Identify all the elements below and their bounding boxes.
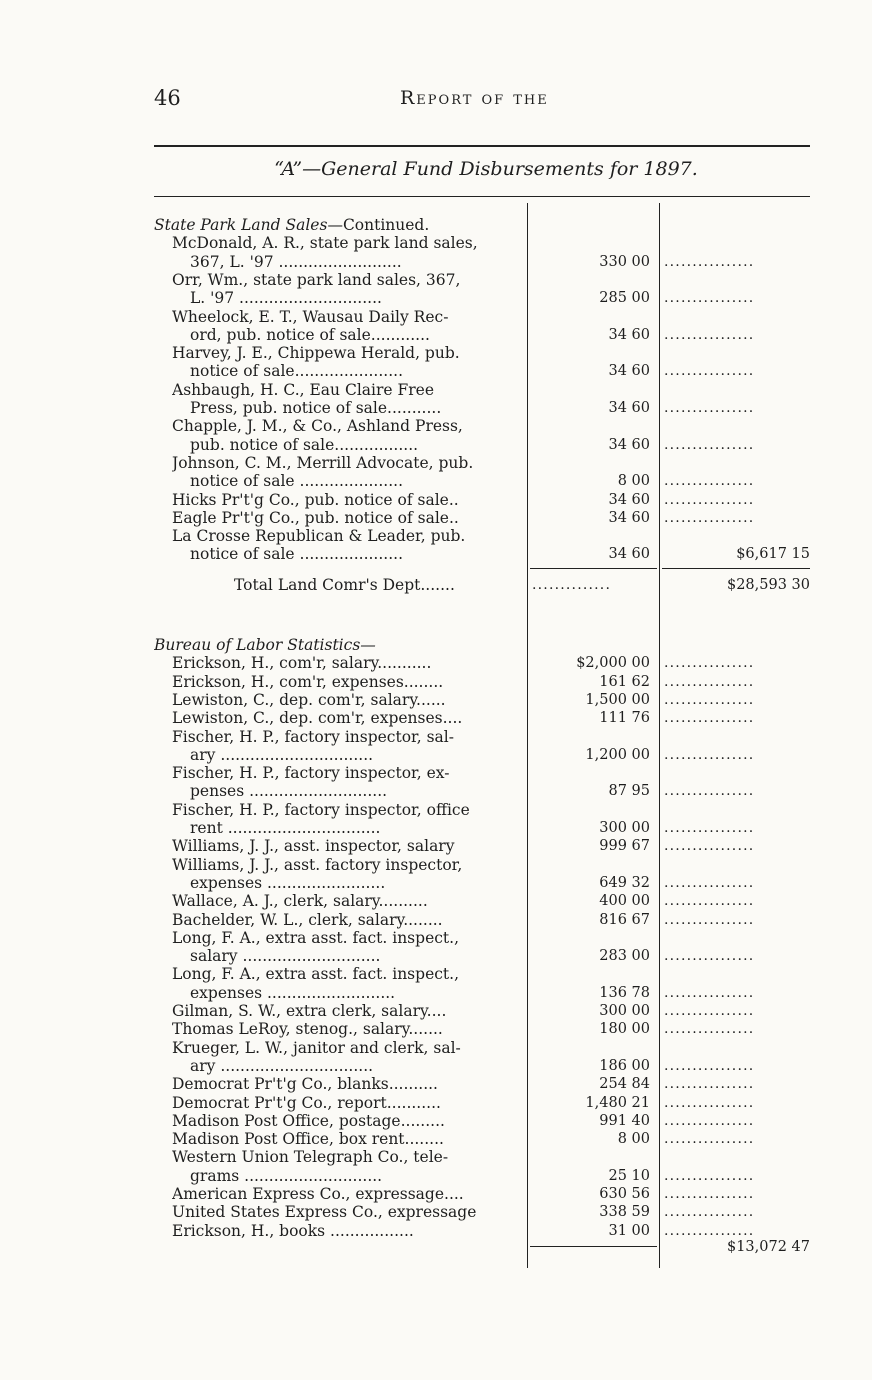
labor-dot-leader: ................ bbox=[664, 948, 755, 965]
labor-dot-leader: ................ bbox=[664, 1222, 755, 1239]
labor-dot-leader: ................ bbox=[664, 1021, 755, 1038]
land-sales-amount: 34 60 bbox=[608, 363, 650, 380]
land-sales-dot-leader: ................ bbox=[664, 509, 755, 526]
labor-entry-text: ary ............................... bbox=[190, 745, 374, 764]
land-sales-entry-text: Ashbaugh, H. C., Eau Claire Free bbox=[172, 380, 434, 399]
land-sales-entry-text: notice of sale...................... bbox=[190, 362, 403, 381]
labor-dot-leader: ................ bbox=[664, 1204, 755, 1221]
land-sales-entry-text: Chapple, J. M., & Co., Ashland Press, bbox=[172, 417, 463, 436]
land-sales-entry-text: Wheelock, E. T., Wausau Daily Rec- bbox=[172, 307, 449, 326]
labor-entry-text: Democrat Pr't'g Co., blanks.......... bbox=[172, 1075, 438, 1094]
labor-dot-leader: ................ bbox=[664, 1112, 755, 1129]
section-heading-continued: —Continued. bbox=[327, 216, 430, 234]
section-heading-title: State Park Land Sales bbox=[154, 216, 328, 234]
labor-entry-text: expenses .......................... bbox=[190, 983, 396, 1002]
labor-dot-leader: ................ bbox=[664, 746, 755, 763]
land-sales-amount: 34 60 bbox=[608, 491, 650, 508]
labor-entry-text: salary ............................ bbox=[190, 947, 381, 966]
land-sales-entry-text: Johnson, C. M., Merrill Advocate, pub. bbox=[172, 453, 474, 472]
land-sales-entry-text: 367, L. '97 ......................... bbox=[190, 252, 402, 271]
labor-entry-text: United States Express Co., expressage bbox=[172, 1203, 477, 1222]
land-sales-amount: 285 00 bbox=[599, 290, 650, 307]
labor-entry-text: Madison Post Office, postage......... bbox=[172, 1111, 445, 1130]
labor-amount: 1,200 00 bbox=[585, 746, 650, 763]
labor-dot-leader: ................ bbox=[664, 874, 755, 891]
top-rule bbox=[154, 145, 810, 147]
land-sales-entry-text: notice of sale ..................... bbox=[190, 472, 403, 491]
land-sales-dot-leader: ................ bbox=[664, 400, 755, 416]
labor-amount: 8 00 bbox=[617, 1131, 650, 1148]
labor-dot-leader: ................ bbox=[664, 655, 755, 672]
land-sales-entry-text: pub. notice of sale................. bbox=[190, 435, 419, 454]
labor-amount: 816 67 bbox=[599, 911, 650, 928]
labor-amount: 338 59 bbox=[599, 1204, 650, 1221]
labor-entry-text: Erickson, H., books ................. bbox=[172, 1221, 414, 1240]
labor-dot-leader: ................ bbox=[664, 1057, 755, 1074]
labor-amount: 254 84 bbox=[599, 1076, 650, 1093]
land-sales-dot-leader: ................ bbox=[664, 363, 755, 380]
land-sales-entry-text: notice of sale ..................... bbox=[190, 545, 403, 564]
labor-entry-text: Long, F. A., extra asst. fact. inspect., bbox=[172, 928, 459, 947]
labor-amount: 283 00 bbox=[599, 948, 650, 965]
labor-amount: 180 00 bbox=[599, 1021, 650, 1038]
labor-entry-text: Wallace, A. J., clerk, salary.......... bbox=[172, 892, 428, 911]
labor-dot-leader: ................ bbox=[664, 1167, 755, 1184]
labor-dot-leader: ................ bbox=[664, 1131, 755, 1148]
land-total-dots: .............. bbox=[532, 576, 612, 593]
land-sales-dot-leader: ................ bbox=[664, 326, 755, 343]
column-divider-1 bbox=[527, 203, 528, 1268]
column-divider-2 bbox=[659, 203, 660, 1268]
land-sales-subtotal: $6,617 15 bbox=[736, 546, 810, 563]
labor-dot-leader: ................ bbox=[664, 984, 755, 1001]
labor-dot-leader: ................ bbox=[664, 710, 755, 727]
labor-entry-text: Fischer, H. P., factory inspector, ex- bbox=[172, 764, 450, 783]
subtotal-rule-total bbox=[662, 568, 810, 569]
labor-entry-text: Bachelder, W. L., clerk, salary........ bbox=[172, 910, 443, 929]
land-sales-dot-leader: ................ bbox=[664, 436, 755, 453]
land-sales-entry-text: Hicks Pr't'g Co., pub. notice of sale.. bbox=[172, 490, 459, 509]
land-sales-dot-leader: ................ bbox=[664, 253, 755, 270]
labor-dot-leader: ................ bbox=[664, 1003, 755, 1019]
labor-dot-leader: ................ bbox=[664, 673, 755, 690]
labor-entry-text: Democrat Pr't'g Co., report........... bbox=[172, 1093, 441, 1112]
land-sales-entry-text: Harvey, J. E., Chippewa Herald, pub. bbox=[172, 344, 460, 363]
labor-entry-text: expenses ........................ bbox=[190, 873, 386, 892]
labor-entry-text: American Express Co., expressage.... bbox=[172, 1185, 464, 1203]
land-sales-entry-text: ord, pub. notice of sale............ bbox=[190, 325, 430, 344]
labor-amount: 136 78 bbox=[599, 984, 650, 1001]
labor-amount: 186 00 bbox=[599, 1057, 650, 1074]
labor-total-amount: $13,072 47 bbox=[726, 1238, 810, 1255]
labor-dot-leader: ................ bbox=[664, 893, 755, 910]
land-sales-entry-text: La Crosse Republican & Leader, pub. bbox=[172, 527, 466, 546]
labor-dot-leader: ................ bbox=[664, 838, 755, 855]
land-total-amount: $28,593 30 bbox=[726, 576, 810, 593]
land-sales-entry-text: L. '97 ............................. bbox=[190, 289, 382, 308]
land-sales-entry-text: Press, pub. notice of sale........... bbox=[190, 399, 442, 417]
land-total-label: Total Land Comr's Dept....... bbox=[234, 575, 455, 594]
labor-amount: 87 95 bbox=[608, 783, 650, 800]
land-sales-amount: 34 60 bbox=[608, 546, 650, 563]
labor-entry-text: ary ............................... bbox=[190, 1056, 374, 1075]
labor-amount: 400 00 bbox=[599, 893, 650, 910]
land-sales-dot-leader: ................ bbox=[664, 473, 755, 490]
page-number: 46 bbox=[154, 86, 181, 110]
labor-dot-leader: ................ bbox=[664, 820, 755, 836]
labor-amount: 25 10 bbox=[608, 1167, 650, 1184]
labor-entry-text: rent ............................... bbox=[190, 819, 381, 837]
labor-amount: 649 32 bbox=[599, 874, 650, 891]
running-head: Report of the bbox=[400, 87, 549, 109]
land-sales-dot-leader: ................ bbox=[664, 491, 755, 508]
labor-amount-rule bbox=[530, 1246, 657, 1247]
land-sales-amount: 330 00 bbox=[599, 253, 650, 270]
labor-amount: $2,000 00 bbox=[576, 655, 650, 672]
labor-dot-leader: ................ bbox=[664, 1186, 755, 1202]
land-sales-amount: 34 60 bbox=[608, 326, 650, 343]
title-rule bbox=[154, 196, 810, 197]
labor-dot-leader: ................ bbox=[664, 1076, 755, 1093]
labor-entry-text: Williams, J. J., asst. inspector, salary bbox=[172, 837, 455, 856]
labor-heading: Bureau of Labor Statistics— bbox=[154, 636, 376, 654]
labor-dot-leader: ................ bbox=[664, 691, 755, 708]
land-sales-entry-text: Orr, Wm., state park land sales, 367, bbox=[172, 270, 461, 289]
labor-amount: 300 00 bbox=[599, 1003, 650, 1019]
labor-entry-text: penses ............................ bbox=[190, 782, 388, 801]
labor-entry-text: Fischer, H. P., factory inspector, office bbox=[172, 800, 470, 819]
labor-amount: 31 00 bbox=[608, 1222, 650, 1239]
land-sales-amount: 34 60 bbox=[608, 436, 650, 453]
labor-dot-leader: ................ bbox=[664, 783, 755, 800]
labor-amount: 999 67 bbox=[599, 838, 650, 855]
labor-entry-text: Thomas LeRoy, stenog., salary....... bbox=[172, 1020, 443, 1039]
section-heading bbox=[154, 216, 514, 234]
labor-entry-text: Long, F. A., extra asst. fact. inspect., bbox=[172, 965, 459, 984]
labor-entry-text: Gilman, S. W., extra clerk, salary.... bbox=[172, 1002, 447, 1020]
land-sales-dot-leader: ................ bbox=[664, 290, 755, 307]
labor-amount: 1,480 21 bbox=[585, 1094, 650, 1111]
labor-entry-text: Krueger, L. W., janitor and clerk, sal- bbox=[172, 1038, 461, 1057]
labor-amount: 111 76 bbox=[599, 710, 650, 727]
labor-amount: 991 40 bbox=[599, 1112, 650, 1129]
labor-dot-leader: ................ bbox=[664, 1094, 755, 1111]
labor-entry-text: Lewiston, C., dep. com'r, salary...... bbox=[172, 690, 446, 709]
labor-entry-text: Williams, J. J., asst. factory inspector, bbox=[172, 855, 463, 874]
labor-amount: 1,500 00 bbox=[585, 691, 650, 708]
labor-entry-text: Erickson, H., com'r, expenses........ bbox=[172, 672, 444, 691]
subtotal-rule-amount bbox=[530, 568, 657, 569]
labor-entry-text: Fischer, H. P., factory inspector, sal- bbox=[172, 727, 454, 746]
labor-entry-text: Madison Post Office, box rent........ bbox=[172, 1130, 444, 1149]
labor-amount: 630 56 bbox=[599, 1186, 650, 1202]
labor-entry-text: grams ............................ bbox=[190, 1166, 383, 1185]
land-sales-entry-text: Eagle Pr't'g Co., pub. notice of sale.. bbox=[172, 508, 459, 527]
page-title: “A”—General Fund Disbursements for 1897. bbox=[274, 158, 698, 180]
labor-entry-text: Lewiston, C., dep. com'r, expenses.... bbox=[172, 709, 463, 728]
land-sales-entry-text: McDonald, A. R., state park land sales, bbox=[172, 234, 478, 253]
labor-entry-text: Erickson, H., com'r, salary........... bbox=[172, 654, 432, 673]
labor-entry-text: Western Union Telegraph Co., tele- bbox=[172, 1148, 449, 1167]
land-sales-amount: 34 60 bbox=[608, 400, 650, 416]
land-sales-amount: 8 00 bbox=[617, 473, 650, 490]
labor-dot-leader: ................ bbox=[664, 911, 755, 928]
labor-amount: 300 00 bbox=[599, 820, 650, 836]
labor-amount: 161 62 bbox=[599, 673, 650, 690]
land-sales-amount: 34 60 bbox=[608, 509, 650, 526]
